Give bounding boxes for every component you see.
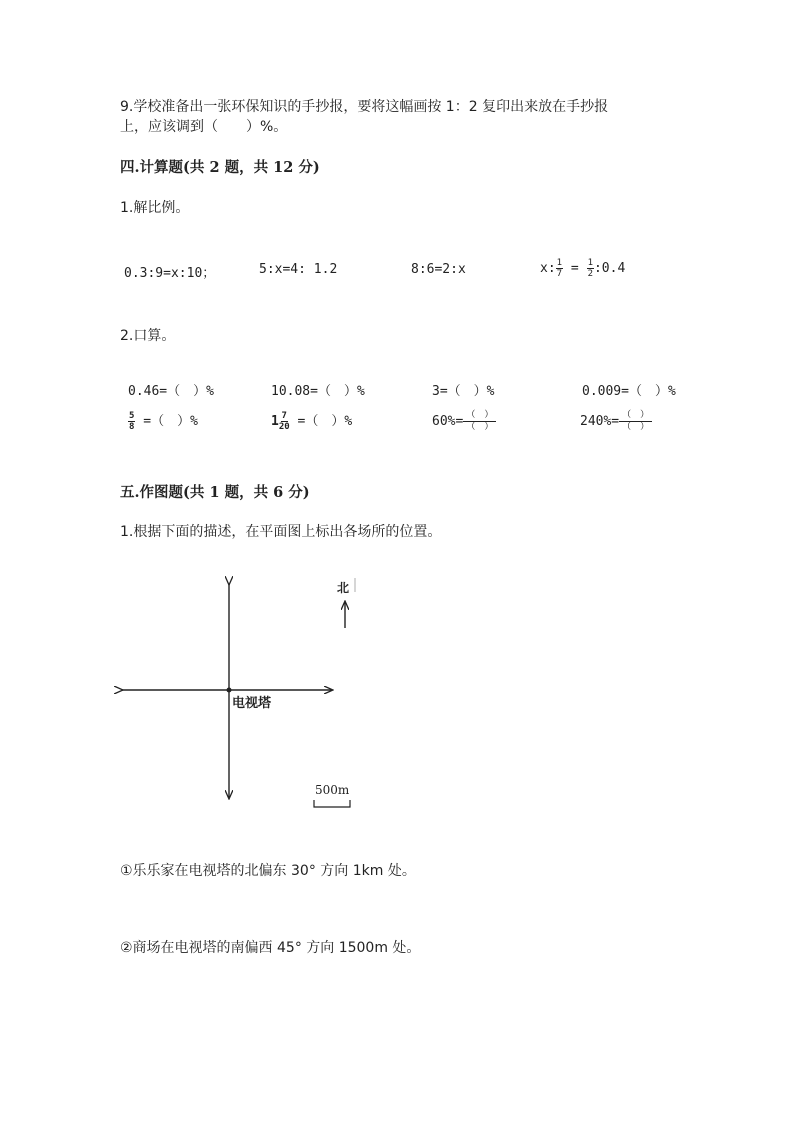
r2c3-prefix: 60%= [432,414,464,429]
eq4-prefix: x: [540,261,556,276]
fraction-one-half [587,258,594,279]
blank-fraction [463,410,496,433]
frac-numerator: 1 [556,258,563,268]
section4-heading: 四.计算题(共 2 题，共 12 分) [120,159,320,176]
blank-numerator: （ ） [463,410,496,422]
mixed-number [271,411,290,432]
scale-bar [314,800,350,807]
section4-q2-title: 2.口算。 [120,328,176,344]
frac-denominator: 20 [278,422,290,432]
section5-item2: ②商场在电视塔的南偏西 45° 方向 1500m 处。 [120,940,421,956]
mental-calc-r1c2: 10.08=（ ）% [271,384,365,399]
frac-numerator: 7 [281,411,287,421]
mental-calc-r1c1: 0.46=（ ）% [128,384,214,399]
blank-denominator: （ ） [466,422,494,432]
proportion-eq-4 [540,258,625,279]
fraction-one-seventh [556,258,563,279]
north-label: 北 [337,581,350,595]
mental-calc-r2c1 [128,410,198,432]
eq4-equals: = [563,261,587,276]
scale-label: 500m [315,783,350,797]
frac-denominator: 8 [129,422,135,432]
tv-tower-point [227,688,232,693]
eq4-suffix: :0.4 [593,261,626,276]
frac-numerator: 5 [129,411,135,421]
proportion-eq-1: 0.3:9=x:10； [124,266,216,281]
map-diagram [110,570,380,810]
section5-heading: 五.作图题(共 1 题，共 6 分) [120,484,310,501]
r2c1-rest: =（ ）% [135,414,198,429]
proportion-eq-2: 5:x=4: 1.2 [259,262,338,277]
r2c4-prefix: 240%= [580,414,620,429]
mental-calc-r2c4 [580,410,652,433]
frac-denominator: 7 [556,269,563,279]
frac-denominator: 2 [587,269,593,279]
frac-numerator: 1 [587,258,593,268]
mental-calc-r2c3 [432,410,496,433]
r2c2-rest: =（ ）% [289,414,353,429]
section4-q1-title: 1.解比例。 [120,200,190,216]
proportion-eq-3: 8:6=2:x [411,262,466,277]
mental-calc-r1c4: 0.009=（ ）% [582,384,676,399]
blank-fraction [619,410,652,433]
q9-line1: 9.学校准备出一张环保知识的手抄报，要将这幅画按 1：2 复印出来放在手抄报 [120,99,609,115]
mixed-fraction [279,411,290,432]
blank-denominator: （ ） [622,422,650,432]
blank-numerator: （ ） [619,410,652,422]
mental-calc-r2c2 [271,410,352,432]
tv-tower-label: 电视塔 [232,696,272,711]
section5-item1: ①乐乐家在电视塔的北偏东 30° 方向 1km 处。 [120,863,416,879]
q9-line2: 上，应该调到（ ）%。 [120,119,288,135]
section5-q1-title: 1.根据下面的描述，在平面图上标出各场所的位置。 [120,524,442,540]
mixed-whole: 1 [271,414,279,429]
mental-calc-r1c3: 3=（ ）% [432,384,495,399]
